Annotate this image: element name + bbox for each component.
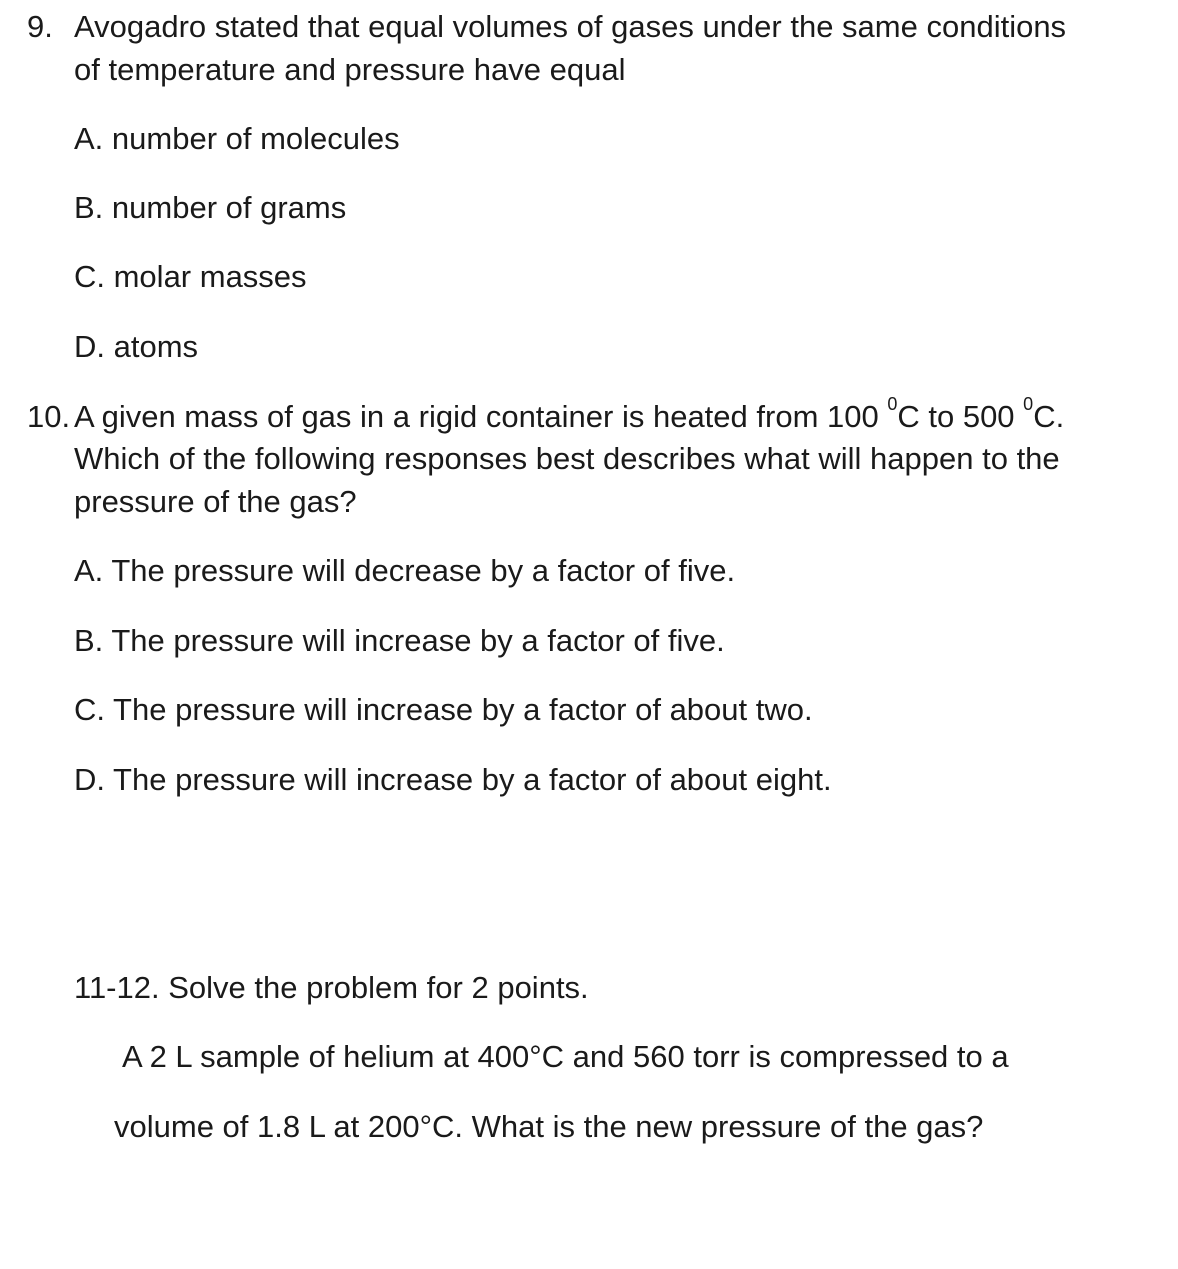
question-number: 9. [27,9,53,44]
answer-option-c: C. molar masses [74,259,307,294]
question-stem: Which of the following responses best describes what will happen to the [74,441,1060,476]
problem-text: A 2 L sample of helium at 400°C and 560 torr is compressed to a [122,1039,1009,1074]
answer-option-d: D. The pressure will increase by a factor of about eight. [74,762,832,797]
degree-superscript: 0 [887,394,898,414]
answer-option-c: C. The pressure will increase by a factor of about two. [74,692,813,727]
question-stem: A given mass of gas in a rigid container is heated from 100 $^0$C to 500 $^0$C. [74,394,1065,434]
answer-option-b: B. The pressure will increase by a factor of five. [74,623,725,658]
problem-text: volume of 1.8 L at 200°C. What is the new pressure of the gas? [114,1109,984,1144]
question-number: 10. [27,399,71,434]
question-stem: pressure of the gas? [74,484,357,519]
question-stem: Avogadro stated that equal volumes of gases under the same conditions [74,9,1067,44]
answer-option-b: B. number of grams [74,190,347,225]
question-stem: of temperature and pressure have equal [74,52,626,87]
answer-option-a: A. number of molecules [74,121,400,156]
answer-option-a: A. The pressure will decrease by a factor of five. [74,553,736,588]
degree-superscript: 0 [1023,394,1034,414]
answer-option-d: D. atoms [74,329,199,364]
problem-heading: 11-12. Solve the problem for 2 points. [74,970,589,1005]
